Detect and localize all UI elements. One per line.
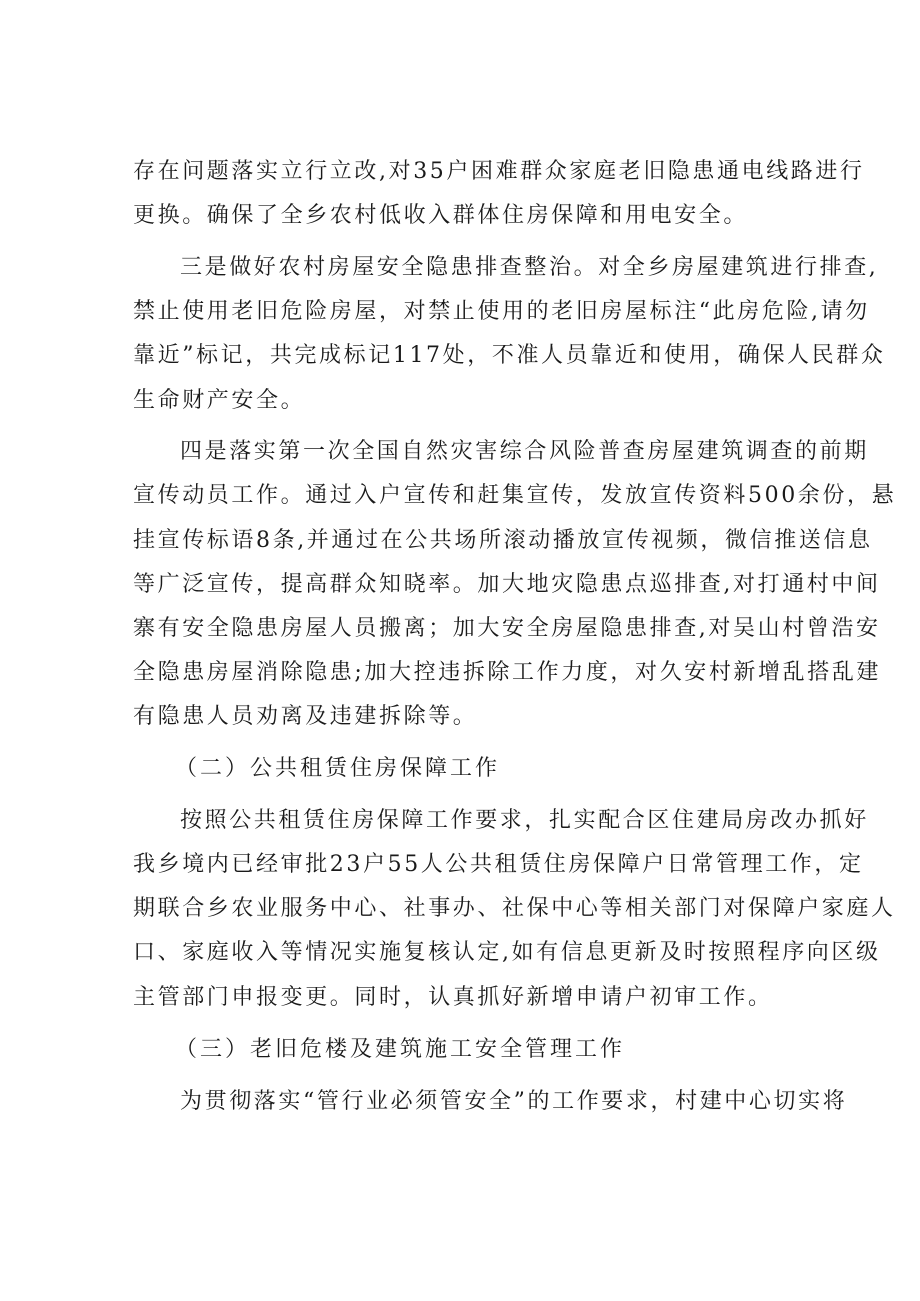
paragraph-start-line: 为贯彻落实“管行业必须管安全”的工作要求，村建中心切实将 <box>180 1089 848 1114</box>
text-line: 全隐患房屋消除隐患;加大控违拆除工作力度，对久安村新增乱搭乱建 <box>133 660 882 685</box>
text-line: 宣传动员工作。通过入户宣传和赶集宣传，发放宣传资料500余份，悬 <box>133 483 897 508</box>
paragraph-start-line: 四是落实第一次全国自然灾害综合风险普查房屋建筑调查的前期 <box>180 439 869 464</box>
text-line: 更换。确保了全乡农村低收入群体住房保障和用电安全。 <box>133 203 749 228</box>
text-line: 生命财产安全。 <box>133 388 306 413</box>
text-line: 寨有安全隐患房屋人员搬离；加大安全房屋隐患排查,对吴山村曾浩安 <box>133 616 881 641</box>
section-heading: （三）老旧危楼及建筑施工安全管理工作 <box>175 1037 626 1062</box>
text-line: 主管部门申报变更。同时，认真抓好新增申请户初审工作。 <box>133 985 773 1010</box>
text-line: 期联合乡农业服务中心、社事办、社保中心等相关部门对保障户家庭人 <box>133 896 896 921</box>
text-line: 有隐患人员劝离及违建拆除等。 <box>133 704 478 729</box>
paragraph-start-line: 按照公共租赁住房保障工作要求，扎实配合区住建局房改办抓好 <box>180 808 869 833</box>
section-heading: （二）公共租赁住房保障工作 <box>175 756 501 781</box>
text-line: 我乡境内已经审批23户55人公共租赁住房保障户日常管理工作，定 <box>133 852 864 877</box>
text-line: 靠近”标记，共完成标记117处，不准人员靠近和使用，确保人民群众 <box>133 343 886 368</box>
paragraph-start-line: 三是做好农村房屋安全隐患排查整治。对全乡房屋建筑进行排查, <box>180 255 879 280</box>
text-line: 口、家庭收入等情况实施复核认定,如有信息更新及时按照程序向区级 <box>133 940 881 965</box>
text-line: 禁止使用老旧危险房屋，对禁止使用的老旧房屋标注“此房危险,请勿 <box>133 299 870 324</box>
text-line: 挂宣传标语8条,并通过在公共场所滚动播放宣传视频，微信推送信息 <box>133 528 873 553</box>
text-line: 存在问题落实立行立改,对35户困难群众家庭老旧隐患通电线路进行 <box>133 159 865 184</box>
text-line: 等广泛宣传，提高群众知晓率。加大地灾隐患点巡排查,对打通村中间 <box>133 572 881 597</box>
